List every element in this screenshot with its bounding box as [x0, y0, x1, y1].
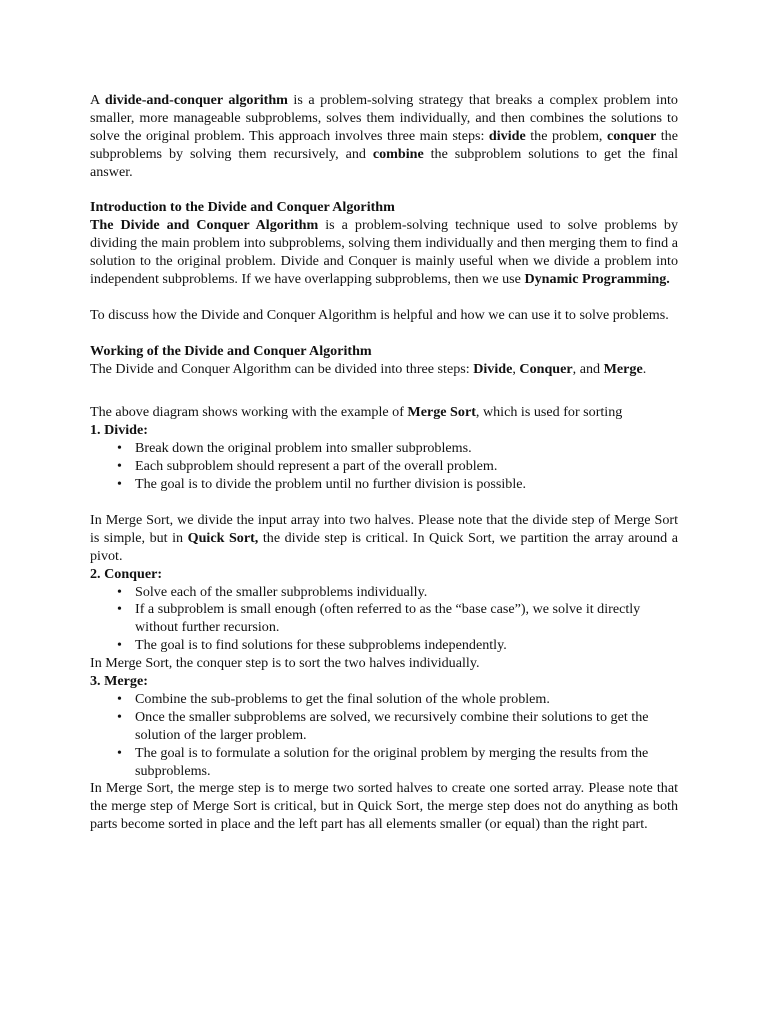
- section-working-paragraph: [90, 361, 678, 379]
- step-heading-divide-text: 1. Divide:: [90, 422, 148, 439]
- section-heading-intro: [90, 199, 678, 217]
- intro-text-3: the problem,: [525, 127, 607, 144]
- working-text-3: , and: [572, 360, 604, 377]
- diagram-note-text-2: , which is used for sorting: [475, 404, 623, 421]
- divide-bullet-list: [90, 440, 678, 494]
- section-heading-working: [90, 343, 678, 361]
- intro-bold-divide: divide: [488, 127, 526, 144]
- step-heading-divide: [90, 422, 678, 440]
- intro-bold-conquer: conquer: [606, 127, 657, 144]
- intro-text-1: A: [90, 92, 105, 108]
- list-item: • The goal is to find solutions for these subproblems independently.: [135, 637, 678, 655]
- section-intro-text-1: is a problem-solving technique used to solve problems by dividing the main problem into subproblems, solving them individually and then merging them to find a solution to the original problem. Divide and Conquer is mainly useful when we divide a problem into independent subproblems. If we have overlapping subproblems, then we use: [90, 217, 678, 288]
- working-text-4: .: [642, 360, 647, 377]
- step-heading-conquer-text: 2. Conquer:: [90, 565, 163, 582]
- section-intro-bold-1: The Divide and Conquer Algorithm: [90, 217, 319, 234]
- document-page: [90, 92, 678, 834]
- working-bold-merge: Merge: [603, 360, 643, 377]
- list-item: • Break down the original problem into smaller subproblems.: [135, 440, 678, 458]
- list-item: • The goal is to divide the problem until no further division is possible.: [135, 476, 678, 494]
- divide-paragraph: [90, 512, 678, 566]
- intro-bold-combine: combine: [372, 145, 424, 162]
- list-item: • Each subproblem should represent a part of the overall problem.: [135, 458, 678, 476]
- step-heading-merge-text: 3. Merge:: [90, 673, 148, 690]
- working-bold-conquer: Conquer: [519, 360, 573, 377]
- diagram-note-paragraph: [90, 404, 678, 422]
- list-item: • If a subproblem is small enough (often referred to as the “base case”), we solve it directly without further recursion.: [135, 601, 678, 637]
- intro-text-2: is a problem-solving strategy that breaks a complex problem into smaller, more manageable subproblems, solves them individually, and then combines the solutions to solve the original problem. This approach involves three main steps:: [90, 92, 678, 144]
- discuss-paragraph: To discuss how the Divide and Conquer Algorithm is helpful and how we can use it to solve problems.: [90, 306, 669, 323]
- working-text-1: The Divide and Conquer Algorithm can be divided into three steps:: [90, 360, 474, 377]
- section-intro-bold-2: Dynamic Programming.: [524, 271, 670, 288]
- divide-para-bold: Quick Sort,: [187, 529, 259, 546]
- diagram-note-bold: Merge Sort: [407, 404, 476, 421]
- intro-text-4: the subproblems by solving them recursively, and: [90, 127, 678, 162]
- working-bold-divide: Divide: [473, 360, 513, 377]
- list-item: • The goal is to formulate a solution for the original problem by merging the results from the subproblems.: [135, 745, 678, 781]
- divide-para-text-2: the divide step is critical. In Quick Sort, we partition the array around a pivot.: [90, 529, 678, 564]
- divide-para-text-1: In Merge Sort, we divide the input array into two halves. Please note that the divide step of Merge Sort is simple, but in: [90, 511, 678, 546]
- list-item: • Solve each of the smaller subproblems individually.: [135, 584, 678, 602]
- conquer-bullet-list: [90, 584, 678, 656]
- section-heading-working-text: Working of the Divide and Conquer Algorithm: [90, 342, 372, 359]
- intro-text-5: the subproblem solutions to get the final answer.: [90, 145, 678, 180]
- list-item: • Once the smaller subproblems are solved, we recursively combine their solutions to get the solution of the larger problem.: [135, 709, 678, 745]
- diagram-note-text-1: The above diagram shows working with the example of: [90, 404, 408, 421]
- conquer-paragraph: In Merge Sort, the conquer step is to sort the two halves individually.: [90, 655, 480, 672]
- step-heading-merge: [90, 673, 678, 691]
- working-text-2: ,: [512, 360, 520, 377]
- section-heading-intro-text: Introduction to the Divide and Conquer Algorithm: [90, 199, 395, 216]
- list-item: • Combine the sub-problems to get the final solution of the whole problem.: [135, 691, 678, 709]
- intro-paragraph: [90, 92, 678, 182]
- section-intro-paragraph: [90, 217, 678, 289]
- step-heading-conquer: [90, 566, 678, 584]
- merge-paragraph: In Merge Sort, the merge step is to merge two sorted halves to create one sorted array. Please note that the merge step of Merge Sort is critical, but in Quick Sort, the merge step does not do anything as both parts become sorted in place and the left part has all elements smaller (or equal) than the right part.: [90, 780, 678, 833]
- intro-bold-term: divide-and-conquer algorithm: [104, 92, 288, 108]
- merge-bullet-list: [90, 691, 678, 781]
